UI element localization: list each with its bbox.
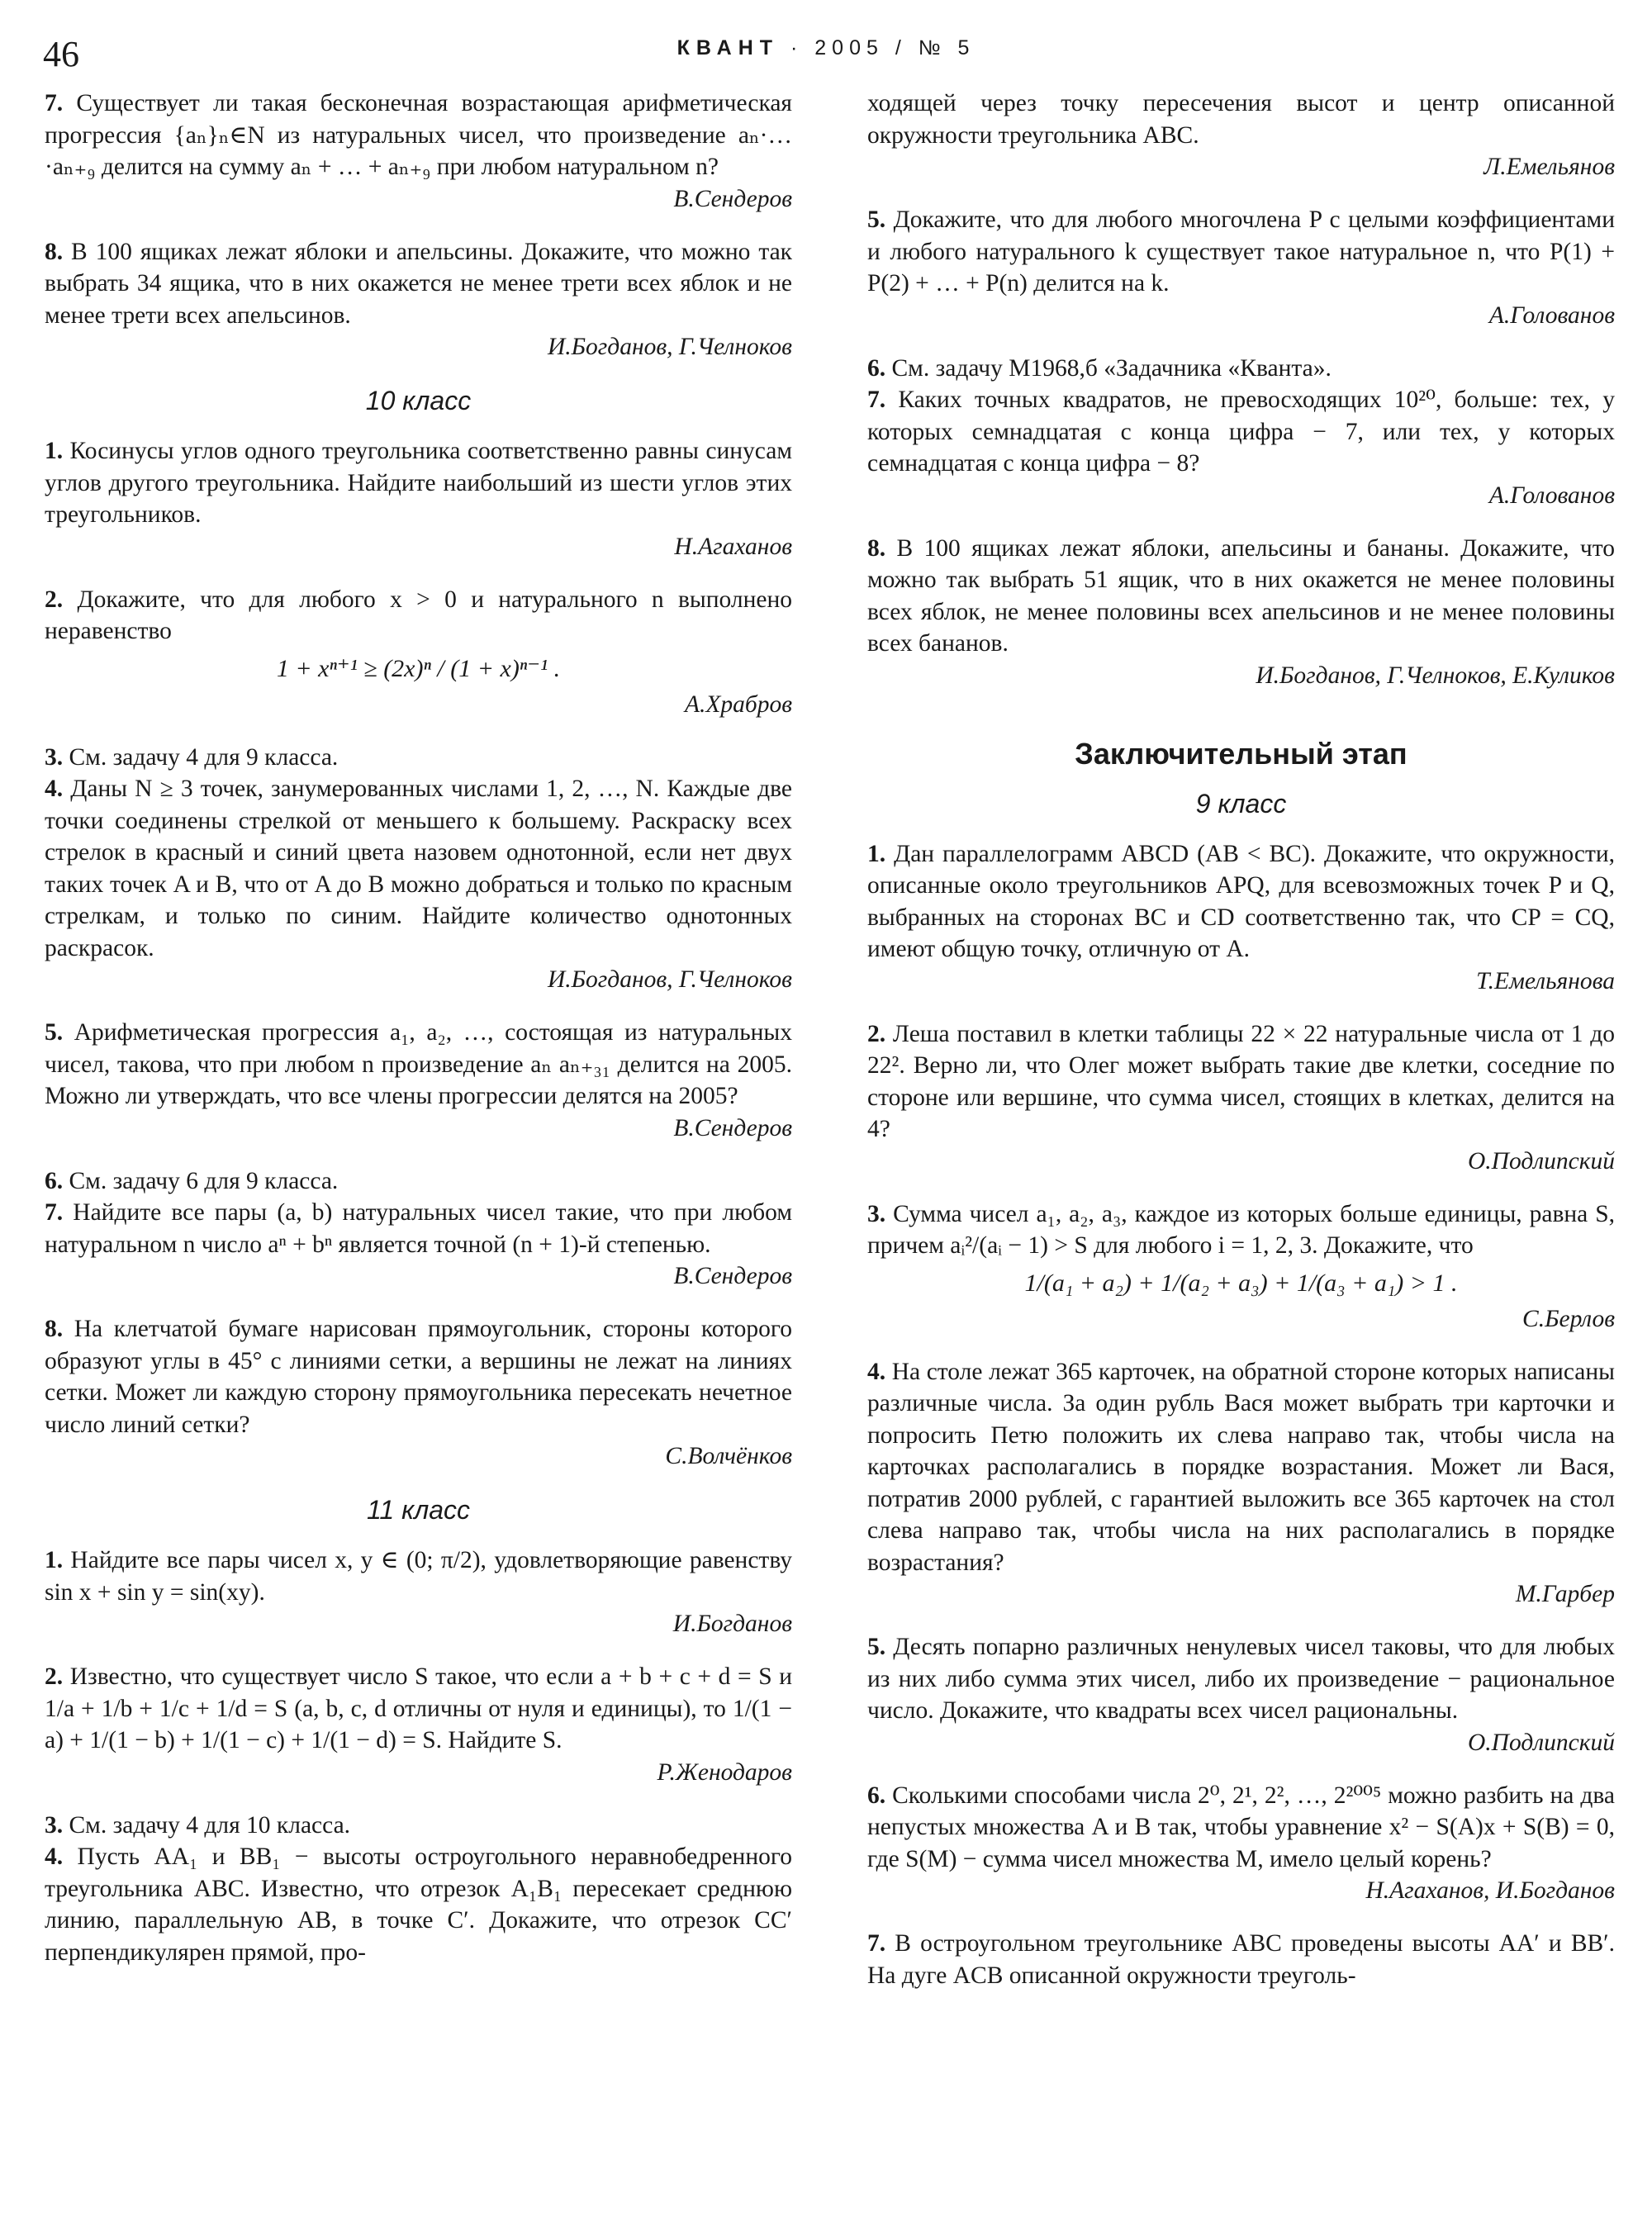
problem: 1. Косинусы углов одного треугольника соответственно равны синусам углов другого треугольника. Найдите наибольший из шести углов этих треугольников. (45, 438, 792, 528)
problem: 1. Дан параллелограмм ABCD (AB < BC). Докажите, что окружности, описанные около треугольников APQ, для всевозможных точек P и Q, выбранных на сторонах BC и CD соответственно так, что CP = CQ, имеют общую точку, отличную от A. (867, 840, 1615, 962)
problem-author: И.Богданов (672, 1611, 792, 1637)
page-number: 46 (43, 34, 79, 74)
problem-author: А.Голованов (1488, 482, 1615, 509)
problem-author: Л.Емельянов (1483, 154, 1615, 180)
problem: 5. Арифметическая прогрессия a₁, a₂, …, состоящая из натуральных чисел, такова, что при любом n произведение aₙ aₙ₊₃₁ делится на 2005. Можно ли утверждать, что все члены прогрессии делятся на 2005? (45, 1019, 793, 1109)
problem: 7. Существует ли такая бесконечная возрастающая арифметическая прогрессия {aₙ}ₙ∈N из натуральных чисел, что произведение aₙ·…·aₙ₊₉ делится на сумму aₙ + … + aₙ₊₉ при любом натуральном n? (45, 90, 792, 180)
formula: 1 + xⁿ⁺¹ ≥ (2x)ⁿ / (1 + x)ⁿ⁻¹ . (276, 654, 561, 682)
problem-author: Н.Агаханов (674, 533, 792, 560)
problem: 3. См. задачу 4 для 10 класса. (45, 1811, 351, 1839)
problem-author: О.Подлипский (1467, 1729, 1615, 1756)
magazine-title: КВАНТ (676, 36, 780, 59)
problem-author: В.Сендеров (673, 185, 792, 212)
problem: 4. Даны N ≥ 3 точек, занумерованных числами 1, 2, …, N. Каждые две точки соединены стрелкой от меньшего к большему. Раскраску всех стрелок в красный и синий цвета назовем однотонной, если нет двух таких точек A и B, что от A до B можно добраться и только по красным стрелкам, и только по синим. Найдите количество однотонных раскрасок. (45, 776, 792, 961)
grade-heading: 11 класс (366, 1495, 471, 1525)
problem: 6. См. задачу 6 для 9 класса. (45, 1167, 339, 1194)
problem: 7. Найдите все пары (a, b) натуральных чисел такие, что при любом натуральном n число aⁿ + bⁿ является точной (n + 1)-й степенью. (45, 1199, 792, 1258)
problem: 7. В остроугольном треугольнике ABC проведены высоты AA′ и BB′. На дуге ACB описанной окружности треуголь- (867, 1930, 1616, 1989)
problem: 2. Известно, что существует число S такое, что если a + b + c + d = S и 1/a + 1/b + 1/c + 1/d = S (a, b, c, d отличны от нуля и единицы), то 1/(1 − a) + 1/(1 − b) + 1/(1 − c) + 1/(1 − d) = S. Найдите S. (45, 1663, 792, 1753)
problem: 5. Докажите, что для любого многочлена P с целыми коэффициентами и любого натурального k существует такое натуральное n, что P(1) + P(2) + … + P(n) делится на k. (867, 206, 1616, 297)
problem: 8. На клетчатой бумаге нарисован прямоугольник, стороны которого образуют углы в 45° с линиями сетки, а вершины не лежат на линиях сетки. Может ли каждую сторону прямоугольника пересекать нечетное число линий сетки? (45, 1316, 792, 1438)
problem-author: Н.Агаханов, И.Богданов (1365, 1877, 1615, 1904)
problem-author: М.Гарбер (1515, 1581, 1615, 1607)
problem-author: Т.Емельянова (1476, 967, 1615, 994)
problem: 4. Пусть AA₁ и BB₁ − высоты остроугольного неравнобедренного треугольника ABC. Известно, что отрезок A₁B₁ пересекает среднюю линию, параллельную AB, в точке C′. Докажите, что отрезок CC′ перпендикулярен прямой, про- (45, 1844, 792, 1966)
running-head (0, 36, 1652, 60)
problem: 4. На столе лежат 365 карточек, на обратной стороне которых написаны различные числа. За один рубль Вася может выбрать три карточки и попросить Петю положить их слева направо так, чтобы числа на карточках располагались в порядке возрастания. Может ли Вася, потратив 2000 рублей, с гарантией выложить все 365 карточек на стол слева направо так, чтобы числа на них располагались в порядке возрастания? (867, 1358, 1615, 1576)
problem: 8. В 100 ящиках лежат яблоки и апельсины. Докажите, что можно так выбрать 34 ящика, что в них окажется не менее трети всех яблок и не менее трети всех апельсинов. (45, 238, 792, 329)
problem-author: О.Подлипский (1467, 1147, 1615, 1174)
problem: 3. См. задачу 4 для 9 класса. (45, 743, 339, 771)
grade-heading: 10 класс (365, 386, 472, 415)
formula: 1/(a₁ + a₂) + 1/(a₂ + a₃) + 1/(a₃ + a₁) > 1 . (1024, 1269, 1458, 1297)
problem-author: И.Богданов, Г.Челноков, Е.Куликов (1256, 662, 1615, 689)
problem-author: А.Храбров (684, 690, 792, 718)
problem-author: Р.Женодаров (657, 1758, 792, 1786)
problem-author: В.Сендеров (673, 1263, 792, 1289)
problem: 5. Десять попарно различных ненулевых чисел таковы, что для любых из них либо сумма этих чисел, либо их произведение − рациональное число. Докажите, что квадраты всех чисел рациональны. (867, 1634, 1615, 1724)
problem: 7. Каких точных квадратов, не превосходящих 10²⁰, больше: тех, у которых семнадцатая с конца цифра − 7, или тех, у которых семнадцатая с конца цифра − 8? (867, 387, 1615, 477)
problem: 6. Сколькими способами числа 2⁰, 2¹, 2², …, 2²⁰⁰⁵ можно разбить на два непустых множества A и B так, чтобы уравнение x² − S(A)x + S(B) = 0, где S(M) − сумма чисел множества M, имело целый корень? (867, 1782, 1616, 1872)
problem-author: С.Волчёнков (665, 1443, 792, 1469)
grade-heading: 9 класс (1195, 788, 1287, 819)
problem-author: А.Голованов (1488, 301, 1615, 329)
problem-author: И.Богданов, Г.Челноков (547, 334, 792, 360)
stage-heading: Заключительный этап (1075, 736, 1408, 771)
problem: 3. Сумма чисел a₁, a₂, a₃, каждое из которых больше единицы, равна S, причем aᵢ²/(aᵢ − 1) > S для любого i = 1, 2, 3. Докажите, что (867, 1200, 1616, 1259)
right-column (867, 88, 1615, 1991)
left-column (45, 88, 792, 1968)
problem: 6. См. задачу М1968,б «Задачника «Кванта». (867, 354, 1332, 382)
problem-author: И.Богданов, Г.Челноков (547, 966, 792, 993)
issue-number: · 2005 / № 5 (790, 36, 976, 59)
problem-author: С.Берлов (1522, 1305, 1615, 1332)
problem: 2. Докажите, что для любого x > 0 и натурального n выполнено неравенство (45, 586, 793, 644)
problem: 8. В 100 ящиках лежат яблоки, апельсины и бананы. Докажите, что можно так выбрать 51 ящик, что в них окажется не менее половины всех яблок, не менее половины всех апельсинов и не менее половины всех бананов. (867, 534, 1615, 657)
problem: 2. Леша поставил в клетки таблицы 22 × 22 натуральные числа от 1 до 22². Верно ли, что Олег может выбрать такие две клетки, соседние по стороне или вершине, что сумма чисел, стоящих в клетках, делится на 4? (867, 1020, 1615, 1142)
problem-author: В.Сендеров (673, 1114, 792, 1141)
problem: ходящей через точку пересечения высот и центр описанной окружности треугольника ABC. (867, 90, 1615, 149)
problem: 1. Найдите все пары чисел x, y ∈ (0; π/2), удовлетворяющие равенству sin x + sin y = sin(xy). (45, 1547, 792, 1606)
